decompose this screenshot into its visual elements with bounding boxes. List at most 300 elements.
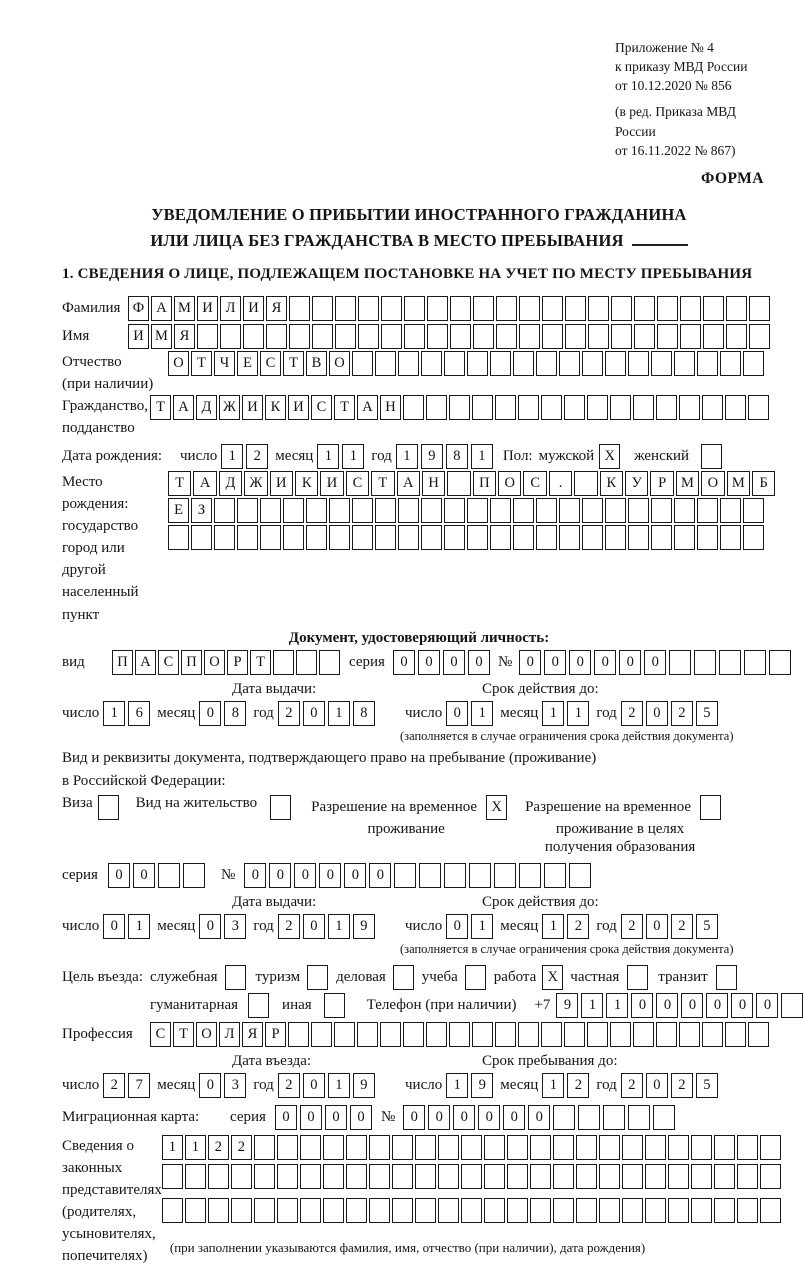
char-box[interactable] <box>726 296 747 321</box>
char-box[interactable] <box>231 1164 252 1189</box>
char-box[interactable]: 0 <box>303 1073 325 1098</box>
char-box[interactable] <box>358 296 379 321</box>
char-box[interactable]: 2 <box>671 1073 693 1098</box>
char-box[interactable] <box>628 351 649 376</box>
char-box[interactable]: Т <box>173 1022 194 1047</box>
char-box[interactable]: 0 <box>528 1105 550 1130</box>
char-box[interactable] <box>657 296 678 321</box>
char-box[interactable] <box>484 1164 505 1189</box>
char-box[interactable]: И <box>128 324 149 349</box>
char-box[interactable] <box>576 1164 597 1189</box>
char-box[interactable] <box>495 1022 516 1047</box>
char-box[interactable] <box>599 1198 620 1223</box>
char-box[interactable]: 0 <box>646 701 668 726</box>
char-box[interactable]: 0 <box>303 914 325 939</box>
purpose-transit-checkbox[interactable] <box>716 965 737 990</box>
char-box[interactable] <box>427 324 448 349</box>
char-box[interactable] <box>484 1135 505 1160</box>
char-box[interactable] <box>438 1164 459 1189</box>
char-box[interactable]: И <box>270 471 293 496</box>
char-box[interactable] <box>645 1198 666 1223</box>
char-box[interactable] <box>447 471 470 496</box>
char-box[interactable] <box>311 1022 332 1047</box>
char-box[interactable]: 9 <box>471 1073 493 1098</box>
char-box[interactable] <box>582 351 603 376</box>
char-box[interactable] <box>726 324 747 349</box>
char-box[interactable] <box>444 863 466 888</box>
purpose-other-checkbox[interactable] <box>324 993 345 1018</box>
char-box[interactable] <box>421 351 442 376</box>
char-box[interactable] <box>392 1164 413 1189</box>
char-box[interactable]: 0 <box>103 914 125 939</box>
char-box[interactable]: 0 <box>478 1105 500 1130</box>
char-box[interactable] <box>449 1022 470 1047</box>
char-box[interactable] <box>674 525 695 550</box>
char-box[interactable] <box>352 525 373 550</box>
char-box[interactable]: 1 <box>581 993 603 1018</box>
char-box[interactable]: С <box>158 650 179 675</box>
char-box[interactable] <box>312 296 333 321</box>
char-box[interactable] <box>490 498 511 523</box>
char-box[interactable] <box>714 1198 735 1223</box>
temp-permit-checkbox[interactable]: X <box>486 795 507 820</box>
char-box[interactable] <box>467 525 488 550</box>
char-box[interactable] <box>185 1164 206 1189</box>
char-box[interactable] <box>427 296 448 321</box>
char-box[interactable]: 1 <box>396 444 418 469</box>
char-box[interactable] <box>519 863 541 888</box>
char-box[interactable] <box>375 525 396 550</box>
char-box[interactable] <box>403 1022 424 1047</box>
char-box[interactable] <box>490 351 511 376</box>
char-box[interactable]: 0 <box>428 1105 450 1130</box>
char-box[interactable] <box>519 296 540 321</box>
char-box[interactable] <box>162 1164 183 1189</box>
char-box[interactable] <box>369 1198 390 1223</box>
char-box[interactable] <box>421 498 442 523</box>
char-box[interactable]: И <box>243 296 264 321</box>
char-box[interactable]: 2 <box>567 1073 589 1098</box>
char-box[interactable]: 0 <box>731 993 753 1018</box>
char-box[interactable]: 0 <box>133 863 155 888</box>
char-box[interactable] <box>582 525 603 550</box>
char-box[interactable] <box>651 498 672 523</box>
char-box[interactable]: 0 <box>594 650 616 675</box>
char-box[interactable]: Р <box>265 1022 286 1047</box>
char-box[interactable]: 1 <box>542 1073 564 1098</box>
char-box[interactable]: М <box>174 296 195 321</box>
char-box[interactable]: А <box>151 296 172 321</box>
char-box[interactable] <box>335 296 356 321</box>
char-box[interactable]: Е <box>237 351 258 376</box>
char-box[interactable] <box>162 1198 183 1223</box>
char-box[interactable] <box>237 498 258 523</box>
char-box[interactable]: О <box>196 1022 217 1047</box>
char-box[interactable]: 1 <box>328 1073 350 1098</box>
char-box[interactable] <box>559 525 580 550</box>
char-box[interactable]: 2 <box>671 914 693 939</box>
char-box[interactable]: Ж <box>219 395 240 420</box>
char-box[interactable] <box>610 1022 631 1047</box>
char-box[interactable]: 1 <box>471 914 493 939</box>
char-box[interactable] <box>743 498 764 523</box>
char-box[interactable] <box>352 498 373 523</box>
char-box[interactable]: 0 <box>199 914 221 939</box>
char-box[interactable] <box>375 498 396 523</box>
char-box[interactable] <box>553 1198 574 1223</box>
char-box[interactable] <box>564 395 585 420</box>
char-box[interactable]: Ж <box>244 471 267 496</box>
char-box[interactable] <box>679 395 700 420</box>
char-box[interactable]: 2 <box>231 1135 252 1160</box>
char-box[interactable] <box>622 1198 643 1223</box>
char-box[interactable]: 9 <box>556 993 578 1018</box>
char-box[interactable] <box>277 1164 298 1189</box>
char-box[interactable] <box>744 650 766 675</box>
char-box[interactable] <box>288 1022 309 1047</box>
char-box[interactable] <box>536 351 557 376</box>
char-box[interactable]: 0 <box>244 863 266 888</box>
char-box[interactable] <box>633 395 654 420</box>
char-box[interactable] <box>760 1164 781 1189</box>
char-box[interactable]: У <box>625 471 648 496</box>
char-box[interactable]: Е <box>168 498 189 523</box>
char-box[interactable] <box>530 1164 551 1189</box>
char-box[interactable] <box>628 498 649 523</box>
char-box[interactable] <box>185 1198 206 1223</box>
char-box[interactable] <box>518 395 539 420</box>
char-box[interactable]: . <box>549 471 572 496</box>
char-box[interactable] <box>289 296 310 321</box>
char-box[interactable] <box>277 1135 298 1160</box>
char-box[interactable] <box>237 525 258 550</box>
char-box[interactable] <box>697 525 718 550</box>
char-box[interactable] <box>513 498 534 523</box>
char-box[interactable] <box>691 1164 712 1189</box>
char-box[interactable] <box>645 1135 666 1160</box>
char-box[interactable] <box>208 1198 229 1223</box>
char-box[interactable] <box>587 395 608 420</box>
char-box[interactable] <box>306 525 327 550</box>
char-box[interactable] <box>599 1135 620 1160</box>
char-box[interactable]: Л <box>220 296 241 321</box>
char-box[interactable] <box>748 1022 769 1047</box>
char-box[interactable] <box>611 324 632 349</box>
char-box[interactable] <box>697 351 718 376</box>
char-box[interactable] <box>743 351 764 376</box>
char-box[interactable] <box>588 324 609 349</box>
char-box[interactable] <box>273 650 294 675</box>
char-box[interactable]: 0 <box>646 1073 668 1098</box>
char-box[interactable] <box>380 1022 401 1047</box>
char-box[interactable] <box>513 525 534 550</box>
char-box[interactable] <box>415 1198 436 1223</box>
char-box[interactable]: 1 <box>471 444 493 469</box>
char-box[interactable]: 0 <box>275 1105 297 1130</box>
char-box[interactable] <box>461 1135 482 1160</box>
char-box[interactable] <box>605 498 626 523</box>
char-box[interactable] <box>323 1198 344 1223</box>
char-box[interactable] <box>697 498 718 523</box>
char-box[interactable]: 0 <box>199 1073 221 1098</box>
char-box[interactable] <box>633 1022 654 1047</box>
char-box[interactable]: Р <box>227 650 248 675</box>
char-box[interactable] <box>536 498 557 523</box>
char-box[interactable] <box>283 525 304 550</box>
char-box[interactable] <box>444 525 465 550</box>
char-box[interactable] <box>760 1135 781 1160</box>
char-box[interactable] <box>668 1135 689 1160</box>
char-box[interactable]: Ф <box>128 296 149 321</box>
char-box[interactable] <box>703 296 724 321</box>
char-box[interactable]: 0 <box>294 863 316 888</box>
char-box[interactable] <box>559 498 580 523</box>
char-box[interactable]: З <box>191 498 212 523</box>
char-box[interactable]: И <box>197 296 218 321</box>
char-box[interactable] <box>536 525 557 550</box>
char-box[interactable] <box>656 1022 677 1047</box>
char-box[interactable]: И <box>288 395 309 420</box>
char-box[interactable] <box>668 1198 689 1223</box>
purpose-humanitarian-checkbox[interactable] <box>248 993 269 1018</box>
residence-permit-checkbox[interactable] <box>270 795 291 820</box>
char-box[interactable]: 0 <box>303 701 325 726</box>
char-box[interactable]: П <box>473 471 496 496</box>
char-box[interactable] <box>277 1198 298 1223</box>
char-box[interactable] <box>415 1164 436 1189</box>
char-box[interactable] <box>653 1105 675 1130</box>
char-box[interactable] <box>605 525 626 550</box>
char-box[interactable]: С <box>150 1022 171 1047</box>
char-box[interactable]: Р <box>650 471 673 496</box>
char-box[interactable] <box>496 324 517 349</box>
purpose-tourism-checkbox[interactable] <box>307 965 328 990</box>
char-box[interactable]: 0 <box>393 650 415 675</box>
purpose-work-checkbox[interactable]: X <box>542 965 563 990</box>
char-box[interactable]: 8 <box>446 444 468 469</box>
char-box[interactable] <box>404 324 425 349</box>
char-box[interactable]: А <box>193 471 216 496</box>
char-box[interactable] <box>719 650 741 675</box>
char-box[interactable] <box>720 351 741 376</box>
char-box[interactable]: 8 <box>353 701 375 726</box>
char-box[interactable] <box>703 324 724 349</box>
char-box[interactable] <box>392 1198 413 1223</box>
char-box[interactable] <box>472 395 493 420</box>
char-box[interactable] <box>300 1135 321 1160</box>
char-box[interactable] <box>725 1022 746 1047</box>
char-box[interactable] <box>296 650 317 675</box>
char-box[interactable]: П <box>181 650 202 675</box>
char-box[interactable] <box>680 296 701 321</box>
char-box[interactable] <box>484 1198 505 1223</box>
char-box[interactable]: 0 <box>199 701 221 726</box>
char-box[interactable] <box>469 863 491 888</box>
char-box[interactable]: Я <box>174 324 195 349</box>
char-box[interactable]: 0 <box>446 914 468 939</box>
char-box[interactable] <box>369 1164 390 1189</box>
char-box[interactable]: 0 <box>344 863 366 888</box>
char-box[interactable] <box>674 351 695 376</box>
char-box[interactable] <box>392 1135 413 1160</box>
char-box[interactable] <box>634 324 655 349</box>
char-box[interactable] <box>737 1164 758 1189</box>
char-box[interactable] <box>450 296 471 321</box>
char-box[interactable] <box>587 1022 608 1047</box>
visa-checkbox[interactable] <box>98 795 119 820</box>
char-box[interactable] <box>369 1135 390 1160</box>
char-box[interactable]: Б <box>752 471 775 496</box>
char-box[interactable]: И <box>242 395 263 420</box>
char-box[interactable]: 0 <box>108 863 130 888</box>
char-box[interactable]: 0 <box>519 650 541 675</box>
char-box[interactable] <box>415 1135 436 1160</box>
char-box[interactable]: 1 <box>103 701 125 726</box>
char-box[interactable] <box>260 525 281 550</box>
char-box[interactable] <box>553 1135 574 1160</box>
char-box[interactable] <box>720 498 741 523</box>
sex-male-checkbox[interactable]: X <box>599 444 620 469</box>
char-box[interactable]: П <box>112 650 133 675</box>
char-box[interactable]: С <box>260 351 281 376</box>
char-box[interactable] <box>208 1164 229 1189</box>
char-box[interactable] <box>357 1022 378 1047</box>
char-box[interactable] <box>749 324 770 349</box>
sex-female-checkbox[interactable] <box>701 444 722 469</box>
char-box[interactable]: 2 <box>671 701 693 726</box>
char-box[interactable]: 2 <box>621 701 643 726</box>
char-box[interactable]: Я <box>266 296 287 321</box>
char-box[interactable]: М <box>151 324 172 349</box>
char-box[interactable] <box>743 525 764 550</box>
char-box[interactable] <box>668 1164 689 1189</box>
char-box[interactable]: 0 <box>350 1105 372 1130</box>
char-box[interactable]: 8 <box>224 701 246 726</box>
char-box[interactable] <box>473 324 494 349</box>
char-box[interactable] <box>544 863 566 888</box>
char-box[interactable] <box>645 1164 666 1189</box>
char-box[interactable] <box>674 498 695 523</box>
char-box[interactable] <box>329 525 350 550</box>
char-box[interactable]: Т <box>150 395 171 420</box>
char-box[interactable] <box>472 1022 493 1047</box>
char-box[interactable] <box>352 351 373 376</box>
char-box[interactable]: 5 <box>696 701 718 726</box>
char-box[interactable]: Д <box>219 471 242 496</box>
char-box[interactable]: К <box>295 471 318 496</box>
purpose-official-checkbox[interactable] <box>225 965 246 990</box>
char-box[interactable] <box>564 1022 585 1047</box>
char-box[interactable]: 3 <box>224 914 246 939</box>
char-box[interactable]: Т <box>334 395 355 420</box>
char-box[interactable] <box>622 1135 643 1160</box>
char-box[interactable] <box>702 395 723 420</box>
char-box[interactable] <box>657 324 678 349</box>
char-box[interactable] <box>214 525 235 550</box>
char-box[interactable] <box>381 296 402 321</box>
char-box[interactable] <box>691 1198 712 1223</box>
char-box[interactable]: 1 <box>317 444 339 469</box>
char-box[interactable] <box>243 324 264 349</box>
char-box[interactable] <box>714 1164 735 1189</box>
char-box[interactable] <box>398 525 419 550</box>
char-box[interactable]: А <box>135 650 156 675</box>
char-box[interactable] <box>329 498 350 523</box>
char-box[interactable] <box>553 1164 574 1189</box>
char-box[interactable]: 0 <box>453 1105 475 1130</box>
char-box[interactable] <box>679 1022 700 1047</box>
char-box[interactable] <box>496 296 517 321</box>
char-box[interactable]: 2 <box>208 1135 229 1160</box>
char-box[interactable] <box>214 498 235 523</box>
char-box[interactable] <box>720 525 741 550</box>
char-box[interactable]: 2 <box>278 1073 300 1098</box>
char-box[interactable] <box>254 1164 275 1189</box>
char-box[interactable]: 1 <box>342 444 364 469</box>
char-box[interactable]: Т <box>168 471 191 496</box>
char-box[interactable] <box>403 395 424 420</box>
char-box[interactable] <box>191 525 212 550</box>
char-box[interactable]: Я <box>242 1022 263 1047</box>
char-box[interactable]: 0 <box>656 993 678 1018</box>
char-box[interactable]: 0 <box>706 993 728 1018</box>
char-box[interactable] <box>467 498 488 523</box>
char-box[interactable]: О <box>701 471 724 496</box>
char-box[interactable]: 9 <box>353 914 375 939</box>
char-box[interactable]: 7 <box>128 1073 150 1098</box>
char-box[interactable] <box>419 863 441 888</box>
char-box[interactable] <box>260 498 281 523</box>
char-box[interactable]: О <box>168 351 189 376</box>
char-box[interactable] <box>426 395 447 420</box>
char-box[interactable] <box>490 525 511 550</box>
char-box[interactable] <box>398 351 419 376</box>
char-box[interactable]: С <box>523 471 546 496</box>
char-box[interactable]: 0 <box>369 863 391 888</box>
char-box[interactable] <box>559 351 580 376</box>
char-box[interactable] <box>283 498 304 523</box>
char-box[interactable] <box>542 324 563 349</box>
char-box[interactable]: Н <box>380 395 401 420</box>
char-box[interactable] <box>197 324 218 349</box>
char-box[interactable] <box>461 1164 482 1189</box>
char-box[interactable]: 5 <box>696 1073 718 1098</box>
char-box[interactable] <box>656 395 677 420</box>
char-box[interactable] <box>266 324 287 349</box>
char-box[interactable]: А <box>173 395 194 420</box>
char-box[interactable]: 2 <box>567 914 589 939</box>
char-box[interactable] <box>588 296 609 321</box>
char-box[interactable] <box>603 1105 625 1130</box>
char-box[interactable]: 5 <box>696 914 718 939</box>
char-box[interactable]: Т <box>250 650 271 675</box>
char-box[interactable] <box>346 1198 367 1223</box>
char-box[interactable] <box>467 351 488 376</box>
char-box[interactable]: М <box>727 471 750 496</box>
char-box[interactable] <box>610 395 631 420</box>
char-box[interactable]: 1 <box>471 701 493 726</box>
char-box[interactable] <box>605 351 626 376</box>
char-box[interactable] <box>334 1022 355 1047</box>
char-box[interactable]: 1 <box>328 701 350 726</box>
char-box[interactable] <box>576 1135 597 1160</box>
char-box[interactable]: 0 <box>644 650 666 675</box>
char-box[interactable] <box>231 1198 252 1223</box>
char-box[interactable] <box>599 1164 620 1189</box>
char-box[interactable] <box>578 1105 600 1130</box>
char-box[interactable] <box>398 498 419 523</box>
char-box[interactable]: 2 <box>246 444 268 469</box>
